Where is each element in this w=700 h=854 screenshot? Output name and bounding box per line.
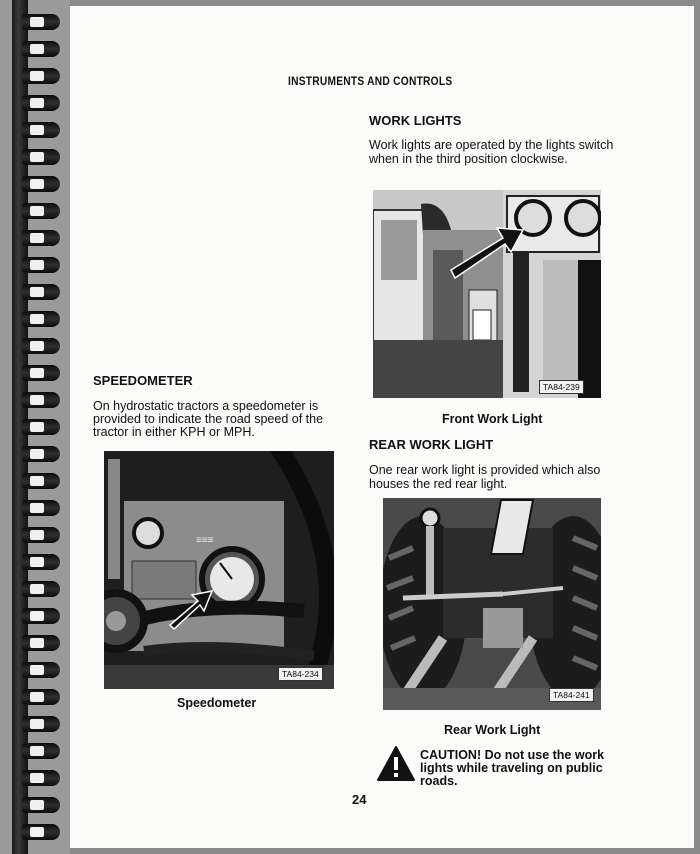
speedometer-photo [104, 451, 334, 689]
work-lights-text-1: Work lights are operated by the lights switch [369, 138, 614, 152]
binding-ring [22, 230, 60, 246]
binding-ring [22, 797, 60, 813]
binding-ring [22, 365, 60, 381]
binding-ring [22, 257, 60, 273]
caution-text-1: CAUTION! Do not use the work [420, 748, 605, 762]
binding-ring [22, 41, 60, 57]
speedometer-heading: SPEEDOMETER [93, 373, 193, 388]
rear-work-light-photo [383, 498, 601, 710]
binding-ring [22, 770, 60, 786]
binding-ring [22, 95, 60, 111]
rear-work-light-photo-tag: TA84-241 [549, 688, 594, 702]
binding-ring [22, 176, 60, 192]
binding-ring [22, 527, 60, 543]
front-work-light-photo-tag: TA84-239 [539, 380, 584, 394]
binding-ring [22, 446, 60, 462]
rear-work-light-caption: Rear Work Light [444, 723, 541, 737]
svg-text:≡≡≡: ≡≡≡ [196, 535, 214, 546]
binding-ring [22, 311, 60, 327]
binding-ring [22, 14, 60, 30]
speedometer-caption: Speedometer [177, 696, 257, 710]
binding-ring [22, 338, 60, 354]
page-number: 24 [352, 792, 367, 807]
binding-ring [22, 635, 60, 651]
binding-ring [22, 554, 60, 570]
speedometer-photo-tag: TA84-234 [278, 667, 323, 681]
binding-ring [22, 689, 60, 705]
binding-ring [22, 500, 60, 516]
caution-text-2: lights while traveling on public [420, 761, 603, 775]
binding-ring [22, 149, 60, 165]
spiral-binding [0, 0, 70, 854]
work-lights-heading: WORK LIGHTS [369, 113, 462, 128]
binding-ring [22, 68, 60, 84]
binding-ring [22, 716, 60, 732]
speedometer-text-2: provided to indicate the road speed of the [93, 412, 324, 426]
rear-work-light-text-1: One rear work light is provided which also [369, 463, 601, 477]
caution-text-3: roads. [420, 774, 458, 788]
binding-ring [22, 581, 60, 597]
binding-ring [22, 743, 60, 759]
binding-ring [22, 284, 60, 300]
binding-ring [22, 419, 60, 435]
front-work-light-photo [373, 190, 601, 398]
binding-ring [22, 203, 60, 219]
warning-icon [377, 746, 415, 782]
speedometer-text-3: tractor in either KPH or MPH. [93, 425, 255, 439]
front-work-light-caption: Front Work Light [442, 412, 543, 426]
binding-ring [22, 122, 60, 138]
work-lights-text-2: when in the third position clockwise. [369, 152, 568, 166]
rear-work-light-text-2: houses the red rear light. [369, 477, 508, 491]
binding-ring [22, 473, 60, 489]
binding-ring [22, 392, 60, 408]
binding-ring [22, 824, 60, 840]
speedometer-text-1: On hydrostatic tractors a speedometer is [93, 399, 319, 413]
binding-ring [22, 662, 60, 678]
rear-work-light-heading: REAR WORK LIGHT [369, 437, 494, 452]
section-header: INSTRUMENTS AND CONTROLS [288, 74, 453, 88]
binding-ring [22, 608, 60, 624]
